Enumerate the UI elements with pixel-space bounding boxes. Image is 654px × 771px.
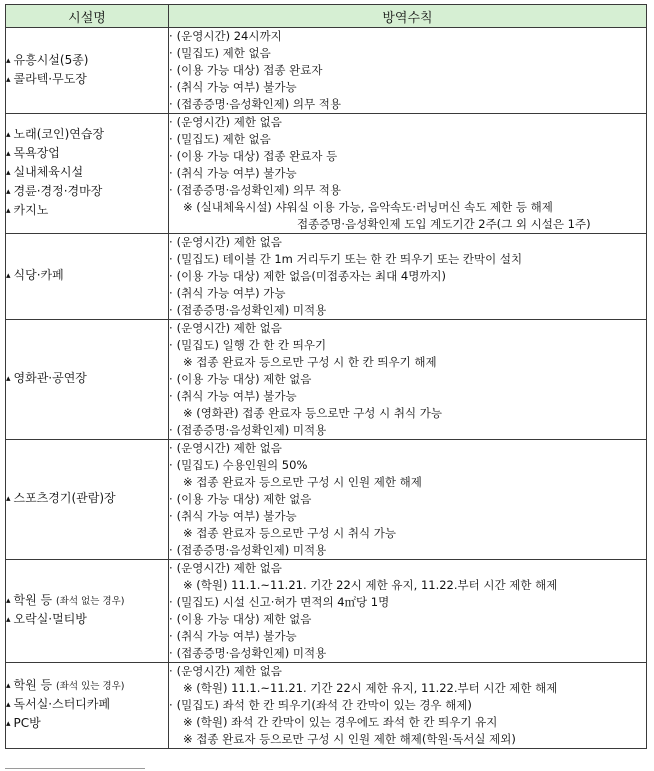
rule-line: · (밀집도) 시설 신고·허가 면적의 4㎡당 1명: [169, 594, 646, 611]
rule-line: · (취식 가능 여부) 불가능: [169, 508, 646, 525]
rule-line: · (접종증명·음성확인제) 미적용: [169, 422, 646, 439]
table-row: [6, 234, 647, 320]
rule-note: ※ (실내체육시설) 샤워실 이용 가능, 음악속도·러닝머신 속도 제한 등 해제: [183, 200, 553, 214]
rule-line: · (밀집도) 테이블 간 1m 거리두기 또는 한 칸 띄우기 또는 칸막이 설치: [169, 251, 646, 268]
rule-note: ※ (영화관) 접종 완료자 등으로만 구성 시 취식 가능: [183, 406, 442, 420]
footer-divider: [5, 768, 145, 769]
rule-line: · (취식 가능 여부) 불가능: [169, 628, 646, 645]
rule-line: · (접종증명·음성확인제) 의무 적용: [169, 96, 646, 113]
rule-line: · (운영시간) 제한 없음: [169, 114, 646, 131]
facility-name: ▴ 경륜·경정·경마장: [6, 183, 168, 202]
facility-cell: [6, 234, 169, 320]
rule-line: · (취식 가능 여부) 불가능: [169, 165, 646, 182]
rule-line: · (이용 가능 대상) 접종 완료자: [169, 62, 646, 79]
rules-cell: [169, 560, 647, 663]
rule-line: · (이용 가능 대상) 제한 없음: [169, 611, 646, 628]
rules-cell: [169, 440, 647, 560]
rule-line: · (접종증명·음성확인제) 미적용: [169, 645, 646, 662]
facility-cell: [6, 440, 169, 560]
rule-line: · (이용 가능 대상) 제한 없음: [169, 491, 646, 508]
facility-name: ▴ 카지노: [6, 202, 168, 221]
rules-cell: [169, 28, 647, 114]
rule-line: · (운영시간) 제한 없음: [169, 663, 646, 680]
rule-note: ※ 접종 완료자 등으로만 구성 시 한 칸 띄우기 해제: [183, 355, 437, 369]
facility-name: ▴ 노래(코인)연습장: [6, 126, 168, 145]
rule-line: · (운영시간) 24시까지: [169, 28, 646, 45]
rule-line: · (운영시간) 제한 없음: [169, 320, 646, 337]
table-row: [6, 440, 647, 560]
facility-cell: [6, 28, 169, 114]
facility-name: ▴ 영화관·공연장: [6, 370, 168, 389]
rule-note: ※ (학원) 11.1.~11.21. 기간 22시 제한 유지, 11.22.부터 시간 제한 해제: [183, 681, 558, 695]
rule-note: ※ 접종 완료자 등으로만 구성 시 인원 제한 해제(학원·독서실 제외): [183, 732, 516, 746]
facility-name: ▴ 스포츠경기(관람)장: [6, 490, 168, 509]
rule-line: · (운영시간) 제한 없음: [169, 234, 646, 251]
facility-name: ▴ 학원 등 (좌석 있는 경우): [6, 677, 168, 696]
facility-note: (좌석 없는 경우): [55, 596, 125, 607]
rule-line: · (취식 가능 여부) 불가능: [169, 79, 646, 96]
table-row: [6, 663, 647, 749]
facility-cell: [6, 663, 169, 749]
rule-line: · (이용 가능 대상) 제한 없음(미접종자는 최대 4명까지): [169, 268, 646, 285]
rule-note: 접종증명·음성확인제 도입 계도기간 2주(그 외 시설은 1주): [297, 217, 591, 231]
rule-line: · (취식 가능 여부) 불가능: [169, 388, 646, 405]
facility-cell: [6, 560, 169, 663]
rules-cell: [169, 663, 647, 749]
rule-line: · (밀집도) 수용인원의 50%: [169, 457, 646, 474]
rule-line: · (밀집도) 좌석 한 칸 띄우기(좌석 간 칸막이 있는 경우 해제): [169, 697, 646, 714]
header-facility: 시설명: [6, 5, 169, 28]
rule-line: · (접종증명·음성확인제) 미적용: [169, 542, 646, 559]
facility-note: (좌석 있는 경우): [55, 681, 125, 692]
header-rules: 방역수칙: [169, 5, 647, 28]
table-row: [6, 28, 647, 114]
facility-cell: [6, 320, 169, 440]
rule-note: ※ (학원) 좌석 간 칸막이 있는 경우에도 좌석 한 칸 띄우기 유지: [183, 715, 498, 729]
facility-name: ▴ 독서실·스터디카페: [6, 696, 168, 715]
facility-name: ▴ 실내체육시설: [6, 164, 168, 183]
rules-cell: [169, 114, 647, 234]
rule-line: · (밀집도) 일행 간 한 칸 띄우기: [169, 337, 646, 354]
facility-name: ▴ 오락실·멀티방: [6, 611, 168, 630]
rule-note: ※ 접종 완료자 등으로만 구성 시 취식 가능: [183, 526, 396, 540]
rule-line: · (접종증명·음성확인제) 미적용: [169, 302, 646, 319]
rule-line: · (이용 가능 대상) 제한 없음: [169, 371, 646, 388]
rule-line: · (밀집도) 제한 없음: [169, 131, 646, 148]
table-row: [6, 560, 647, 663]
table-row: [6, 114, 647, 234]
facility-name: ▴ PC방: [6, 715, 168, 734]
rule-note: ※ (학원) 11.1.~11.21. 기간 22시 제한 유지, 11.22.부터 시간 제한 해제: [183, 578, 558, 592]
rule-line: · (취식 가능 여부) 가능: [169, 285, 646, 302]
header-row: [6, 5, 647, 28]
rules-cell: [169, 234, 647, 320]
table-row: [6, 320, 647, 440]
facility-name: ▴ 콜라텍·무도장: [6, 71, 168, 90]
rule-line: · (운영시간) 제한 없음: [169, 440, 646, 457]
rule-line: · (운영시간) 제한 없음: [169, 560, 646, 577]
quarantine-rules-table: [5, 4, 647, 749]
facility-name: ▴ 목욕장업: [6, 145, 168, 164]
facility-name: ▴ 학원 등 (좌석 없는 경우): [6, 592, 168, 611]
rule-line: · (접종증명·음성확인제) 의무 적용: [169, 182, 646, 199]
rule-note: ※ 접종 완료자 등으로만 구성 시 인원 제한 해제: [183, 475, 422, 489]
rule-line: · (밀집도) 제한 없음: [169, 45, 646, 62]
facility-name: ▴ 식당·카페: [6, 267, 168, 286]
facility-name: ▴ 유흥시설(5종): [6, 52, 168, 71]
rule-line: · (이용 가능 대상) 접종 완료자 등: [169, 148, 646, 165]
facility-cell: [6, 114, 169, 234]
rules-cell: [169, 320, 647, 440]
